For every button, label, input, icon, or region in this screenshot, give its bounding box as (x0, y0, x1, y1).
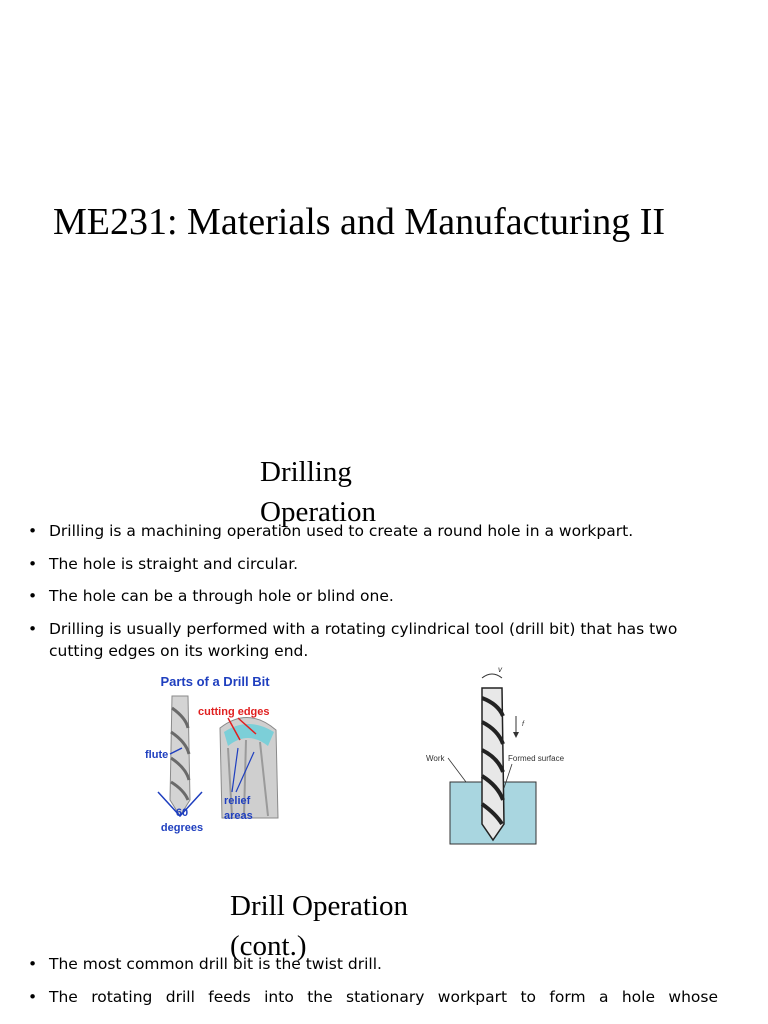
bullet-item: • The most common drill bit is the twist drill. (28, 953, 718, 975)
drill-operation-bullet-list (28, 953, 718, 1018)
label-relief: relief (224, 795, 251, 807)
page-title: ME231: Materials and Manufacturing II (53, 201, 666, 243)
bullet-item: • The hole is straight and circular. (28, 553, 718, 575)
bullet-item: • Drilling is usually performed with a rotating cylindrical tool (drill bit) that has two cutting edges on its working end. (28, 618, 718, 662)
bullet-item: • Drilling is a machining operation used to create a round hole in a workpart. (28, 520, 718, 542)
bullet-item: • The hole can be a through hole or blind one. (28, 585, 718, 607)
slide-heading-drilling: Drilling Operation (260, 456, 376, 528)
label-v: v (498, 665, 502, 674)
bullet-item: • The rotating drill feeds into the stationary workpart to form a hole whose (28, 986, 718, 1008)
label-formed-surface: Formed surface (508, 754, 565, 763)
label-areas: areas (224, 810, 253, 822)
figure-title: Parts of a Drill Bit (160, 674, 270, 689)
drilling-bullet-list (28, 520, 718, 672)
label-angle-unit: degrees (160, 822, 204, 834)
label-cutting-edges: cutting edges (198, 706, 270, 718)
drill-bit-parts-figure (128, 668, 303, 840)
twist-drill-icon (482, 688, 504, 840)
label-f: f (522, 721, 524, 728)
rotation-arrow-icon (482, 674, 502, 678)
drilling-operation-figure (420, 664, 580, 848)
twist-drill-icon (170, 696, 190, 816)
label-work: Work (426, 754, 445, 763)
label-angle-value: 60 (175, 807, 189, 819)
slide-heading-drill-operation: Drill Operation (cont.) (230, 890, 408, 962)
label-flute: flute (145, 749, 169, 761)
